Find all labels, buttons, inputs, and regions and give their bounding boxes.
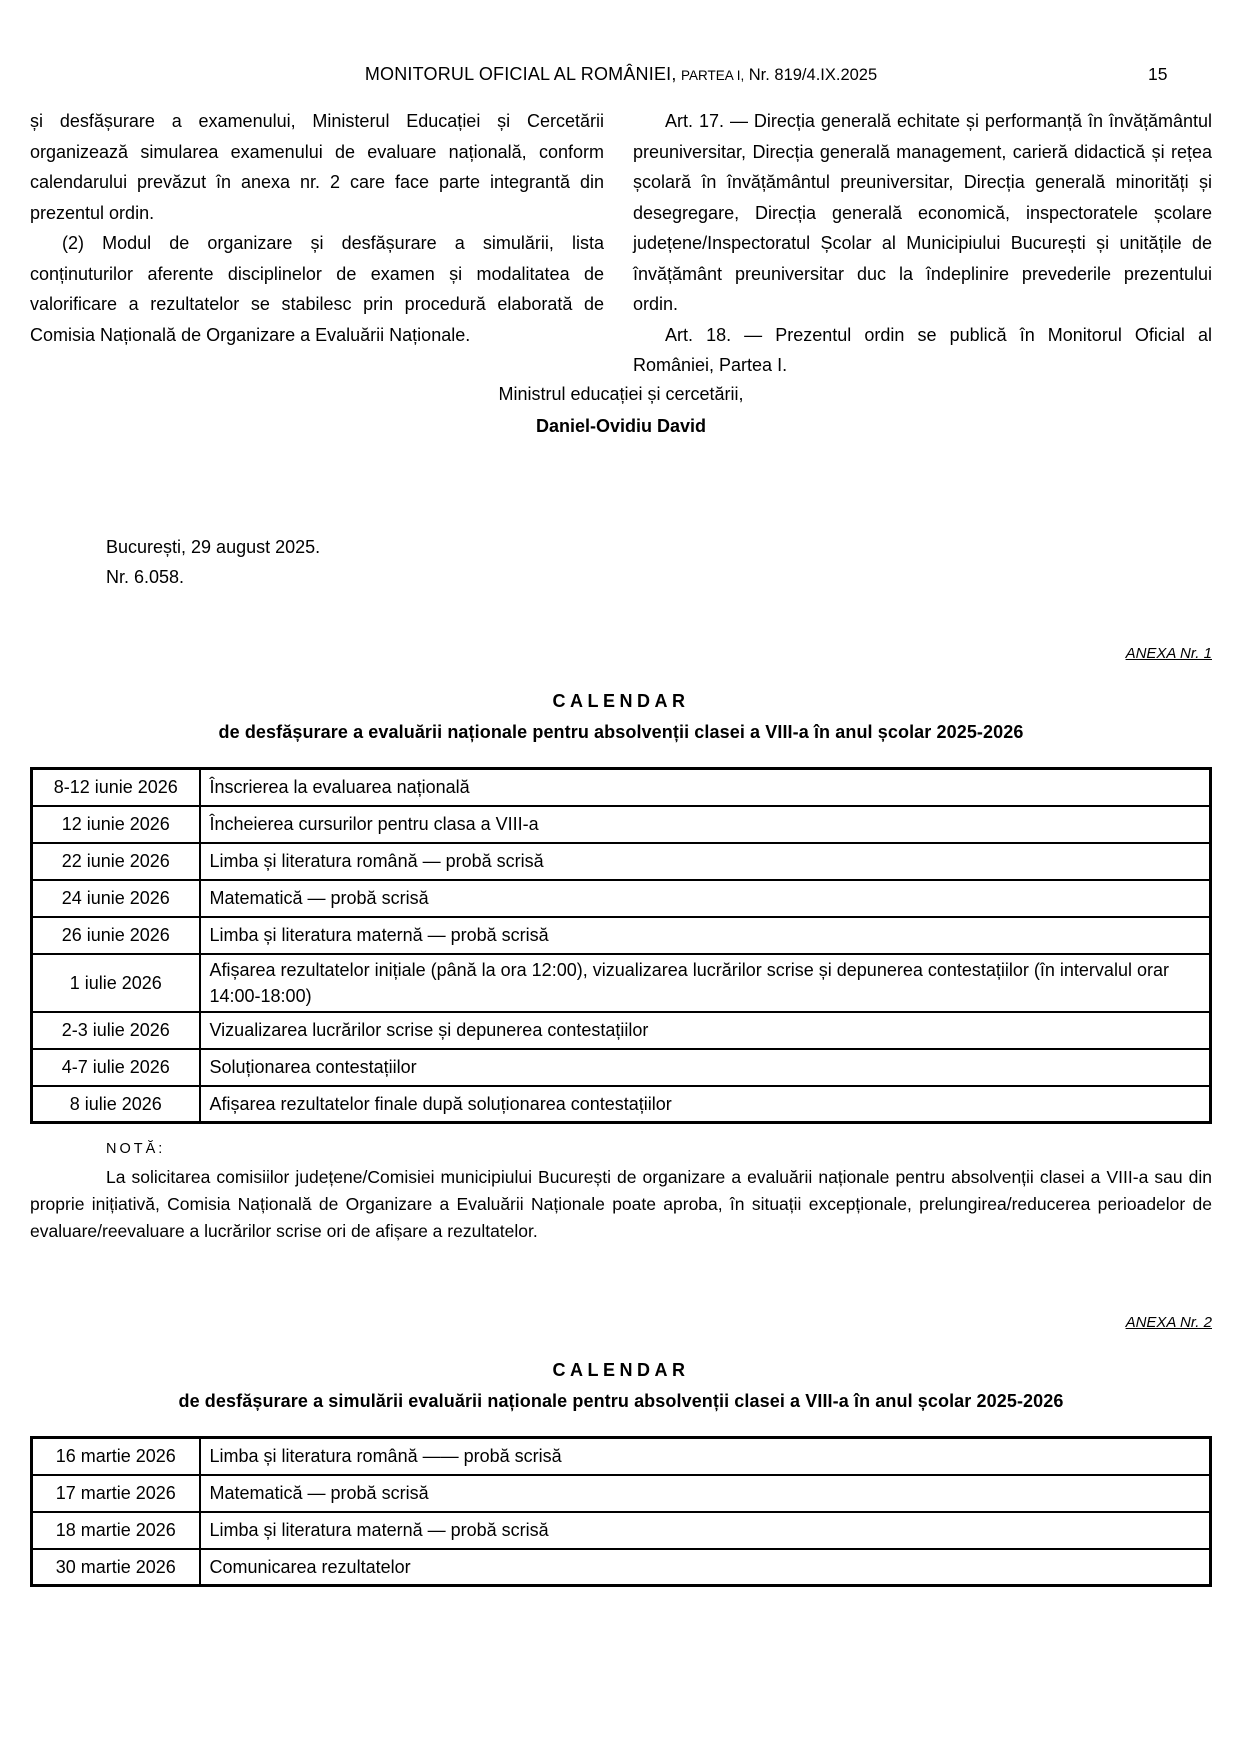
table-cell-date: 8 iulie 2026 (32, 1086, 200, 1123)
annex1-calendar-subtitle: de desfășurare a evaluării naționale pentru absolvenții clasei a VIII-a în anul școlar 2025-2026 (218, 722, 1024, 742)
table-cell-event: Comunicarea rezultatelor (200, 1549, 1211, 1586)
journal-issue-number: Nr. 819/4.IX.2025 (748, 66, 878, 84)
table-cell-date: 26 iunie 2026 (32, 917, 200, 954)
annex2-calendar-subtitle: de desfășurare a simulării evaluării naționale pentru absolvenții clasei a VIII-a în anul școlar 2025-2026 (178, 1391, 1064, 1411)
table-row (32, 880, 1211, 917)
annex2-calendar-title: CALENDAR (552, 1360, 690, 1380)
annex2-calendar-table (30, 1436, 1212, 1587)
table-cell-event: Înscrierea la evaluarea națională (200, 769, 1211, 806)
table-cell-date: 24 iunie 2026 (32, 880, 200, 917)
annex1-calendar-title: CALENDAR (552, 691, 690, 711)
body-paragraph: (2) Modul de organizare și desfășurare a simulării, lista conținuturilor aferente disciplinelor de examen și modalitatea de valorificare a rezultatelor se stabilesc prin procedură elaborată de Comisia Națională de Organizare a Evaluării Naționale. (30, 233, 604, 345)
table-cell-event: Încheierea cursurilor pentru clasa a VIII-a (200, 806, 1211, 843)
two-column-body (30, 106, 1212, 381)
right-column (633, 106, 1212, 381)
page-number: 15 (1148, 64, 1168, 84)
minister-role: Ministrul educației și cercetării, (498, 384, 744, 404)
left-column (30, 106, 604, 381)
table-cell-event: Matematică — probă scrisă (200, 880, 1211, 917)
table-cell-event: Soluționarea contestațiilor (200, 1049, 1211, 1086)
table-cell-date: 18 martie 2026 (32, 1512, 200, 1549)
table-row (32, 1475, 1211, 1512)
table-cell-date: 22 iunie 2026 (32, 843, 200, 880)
table-row (32, 806, 1211, 843)
table-cell-event: Limba și literatura română —— probă scrisă (200, 1438, 1211, 1475)
table-cell-event: Afișarea rezultatelor finale după soluționarea contestațiilor (200, 1086, 1211, 1123)
table-cell-date: 4-7 iulie 2026 (32, 1049, 200, 1086)
annex2-label (30, 1314, 1212, 1331)
table-row (32, 917, 1211, 954)
table-cell-event: Matematică — probă scrisă (200, 1475, 1211, 1512)
table-cell-date: 30 martie 2026 (32, 1549, 200, 1586)
body-paragraph: și desfășurare a examenului, Ministerul Educației și Cercetării organizează simularea examenului de evaluare națională, conform calendarului prevăzut în anexa nr. 2 care face parte integrantă din prezentul ordin. (30, 111, 604, 223)
annex2-label-text: ANEXA Nr. 2 (1125, 1314, 1212, 1331)
body-paragraph: Art. 18. — Prezentul ordin se publică în Monitorul Oficial al României, Partea I. (633, 324, 1212, 375)
journal-header (30, 64, 1212, 85)
table-cell-date: 8-12 iunie 2026 (32, 769, 200, 806)
annex1-calendar-table (30, 767, 1212, 1124)
table-cell-event: Vizualizarea lucrărilor scrise și depunerea contestațiilor (200, 1012, 1211, 1049)
journal-part: PARTEA I, (681, 68, 745, 83)
note-text: La solicitarea comisiilor județene/Comisiei municipiului București de organizare a evaluării naționale pentru absolvenții clasei a VIII-a sau din proprie inițiativă, Comisia Națională de Organizare a Evaluării Naționale poate aproba, în situații excepționale, prelungirea/reducerea perioadelor de evaluare/reevaluare a lucrărilor scrise ori de afișare a rezultatelor. (30, 1167, 1212, 1241)
note-label: NOTĂ: (106, 1141, 166, 1157)
order-number: Nr. 6.058. (106, 567, 185, 587)
table-row (32, 1086, 1211, 1123)
table-cell-event: Limba și literatura română — probă scrisă (200, 843, 1211, 880)
page-header (30, 64, 1212, 90)
issue-info (30, 532, 1212, 592)
table-cell-date: 12 iunie 2026 (32, 806, 200, 843)
annex1-label-text: ANEXA Nr. 1 (1125, 645, 1212, 662)
table-row (32, 769, 1211, 806)
table-row (32, 843, 1211, 880)
table-row (32, 1512, 1211, 1549)
table-row (32, 1012, 1211, 1049)
table-row (32, 1549, 1211, 1586)
journal-title: MONITORUL OFICIAL AL ROMÂNIEI, (364, 64, 677, 84)
table-row (32, 954, 1211, 1012)
table-cell-event: Afișarea rezultatelor inițiale (până la ora 12:00), vizualizarea lucrărilor scrise și depunerea contestațiilor (în intervalul orar 14:00-18:00) (200, 954, 1211, 1012)
table-cell-event: Limba și literatura maternă — probă scrisă (200, 1512, 1211, 1549)
table-cell-date: 2-3 iulie 2026 (32, 1012, 200, 1049)
annex1-label (30, 645, 1212, 662)
table-cell-date: 17 martie 2026 (32, 1475, 200, 1512)
body-paragraph: Art. 17. — Direcția generală echitate și performanță în învățământul preuniversitar, Direcția generală management, carieră didactică și rețea școlară în învățământul preuniversitar, Direcția generală minorități și desegregare, Direcția generală economică, inspectoratele școlare județene/Inspectoratul Școlar al Municipiului București și unitățile de învățământ preuniversitar duc la îndeplinire prevederile prezentului ordin. (633, 111, 1212, 314)
table-row (32, 1049, 1211, 1086)
table-cell-date: 1 iulie 2026 (32, 954, 200, 1012)
note-section (30, 1141, 1212, 1245)
issue-place-date: București, 29 august 2025. (106, 537, 321, 557)
signature-block (30, 378, 1212, 442)
table-row (32, 1438, 1211, 1475)
table-cell-event: Limba și literatura maternă — probă scrisă (200, 917, 1211, 954)
table-cell-date: 16 martie 2026 (32, 1438, 200, 1475)
minister-name: Daniel-Ovidiu David (535, 416, 707, 436)
